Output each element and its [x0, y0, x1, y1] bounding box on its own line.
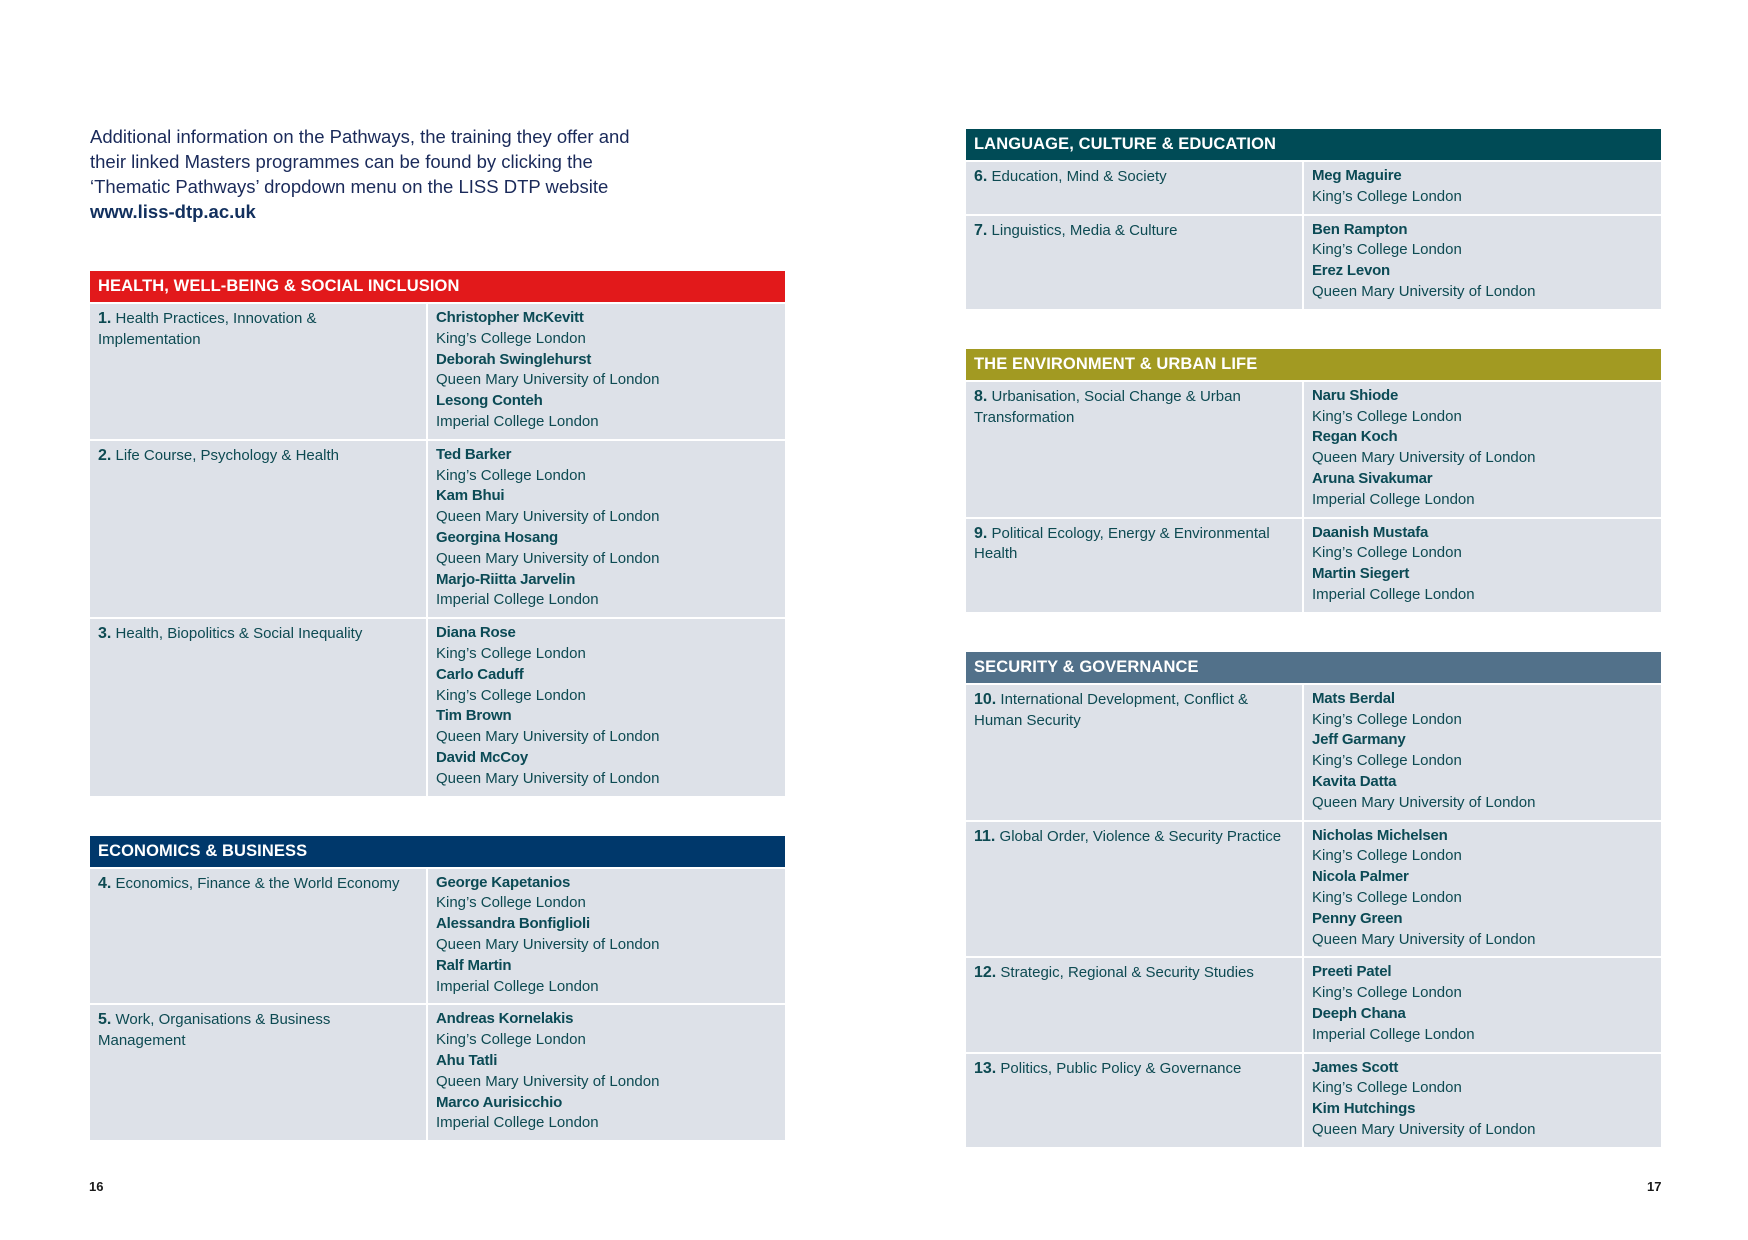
- pathway-row: [90, 1003, 785, 1140]
- contact-institution: Queen Mary University of London: [436, 728, 660, 746]
- contact-name: Ralf Martin: [436, 956, 512, 974]
- pathway-row: [966, 1052, 1661, 1147]
- contact-institution: Imperial College London: [1312, 490, 1475, 508]
- contact-name: Carlo Caduff: [436, 665, 524, 683]
- pathway-number: 1.: [98, 310, 112, 327]
- pathway-row: [90, 302, 785, 439]
- contact-institution: Queen Mary University of London: [436, 371, 660, 389]
- pathway-number: 3.: [98, 625, 112, 643]
- pathway-contacts-cell: [1304, 958, 1661, 1051]
- contact-institution: Imperial College London: [436, 977, 599, 995]
- pathway-title: Work, Organisations & Business Management: [98, 1011, 331, 1050]
- pathway-title-cell: [966, 685, 1302, 820]
- pathway-contacts-cell: [1304, 685, 1661, 820]
- contact-name: Deborah Swinglehurst: [436, 350, 592, 368]
- right-sections: [966, 129, 1661, 1147]
- pathway-title: Education, Mind & Society: [991, 168, 1167, 185]
- contact-institution: Queen Mary University of London: [436, 1072, 660, 1090]
- contact-institution: King’s College London: [436, 1031, 586, 1049]
- pathway-number: 12.: [974, 964, 997, 982]
- contact-name: Alessandra Bonfiglioli: [436, 915, 590, 933]
- contact-institution: King’s College London: [1312, 187, 1462, 205]
- pathway-title-cell: [90, 441, 426, 617]
- pathway-title-cell: [90, 1005, 426, 1140]
- contact-institution: King’s College London: [1312, 752, 1462, 770]
- contact-name: Ted Barker: [436, 445, 512, 463]
- contact-institution: Imperial College London: [436, 591, 599, 609]
- pathway-title: Strategic, Regional & Security Studies: [1000, 964, 1254, 982]
- contact-institution: King’s College London: [436, 686, 586, 704]
- pathway-number: 4.: [98, 874, 112, 892]
- contact-institution: Imperial College London: [1312, 1025, 1475, 1043]
- contact-institution: Queen Mary University of London: [1312, 930, 1536, 948]
- pathway-title: Linguistics, Media & Culture: [991, 221, 1178, 239]
- pathway-title-cell: [966, 822, 1302, 957]
- contact-name: Christopher McKevitt: [436, 309, 584, 326]
- contact-institution: King’s College London: [1312, 888, 1462, 906]
- contact-institution: Queen Mary University of London: [1312, 793, 1536, 811]
- pathway-contacts-cell: [1304, 519, 1661, 612]
- pathway-title: Life Course, Psychology & Health: [115, 446, 339, 464]
- contact-name: George Kapetanios: [436, 873, 571, 891]
- section-header: HEALTH, WELL-BEING & SOCIAL INCLUSION: [90, 271, 785, 302]
- pathway-title-cell: [966, 382, 1302, 517]
- contact-name: Nicola Palmer: [1312, 868, 1409, 886]
- pathway-contacts-cell: [428, 869, 785, 1004]
- contact-name: Deeph Chana: [1312, 1004, 1406, 1022]
- pathway-contacts-cell: [428, 441, 785, 617]
- contact-name: Kam Bhui: [436, 487, 505, 505]
- contact-institution: King’s College London: [1312, 847, 1462, 865]
- pathway-title-cell: [966, 519, 1302, 612]
- pathway-number: 10.: [974, 690, 997, 708]
- contact-name: Lesong Conteh: [436, 392, 543, 410]
- contact-name: Andreas Kornelakis: [436, 1010, 574, 1028]
- contact-name: Jeff Garmany: [1312, 731, 1406, 749]
- contact-institution: King’s College London: [436, 329, 586, 347]
- pathway-title: International Development, Conflict & Human Security: [974, 690, 1249, 729]
- contact-institution: Imperial College London: [436, 1114, 599, 1132]
- pathway-section: [90, 836, 785, 1141]
- pathway-number: 9.: [974, 524, 988, 542]
- pathway-section: [966, 129, 1661, 309]
- contact-name: Naru Shiode: [1312, 386, 1399, 404]
- pathway-number: 5.: [98, 1011, 112, 1029]
- pathway-number: 7.: [974, 221, 988, 239]
- contact-institution: Queen Mary University of London: [436, 935, 660, 953]
- contact-institution: King’s College London: [1312, 710, 1462, 728]
- pathway-contacts-cell: [1304, 382, 1661, 517]
- pathway-title-cell: [966, 1054, 1302, 1147]
- section-header: LANGUAGE, CULTURE & EDUCATION: [966, 129, 1661, 160]
- pathway-contacts-cell: [1304, 162, 1661, 214]
- contact-name: Erez Levon: [1312, 262, 1391, 280]
- pathway-title: Health, Biopolitics & Social Inequality: [115, 625, 363, 643]
- contact-name: David McCoy: [436, 748, 528, 766]
- pathway-row: [90, 439, 785, 617]
- contact-name: Kavita Datta: [1312, 772, 1397, 790]
- contact-institution: Queen Mary University of London: [436, 549, 660, 567]
- pathway-section: [966, 349, 1661, 612]
- pathway-number: 13.: [974, 1059, 997, 1077]
- pathway-number: 6.: [974, 168, 988, 185]
- pathway-title: Health Practices, Innovation & Implementation: [98, 310, 317, 348]
- pathway-row: [966, 820, 1661, 957]
- contact-name: Meg Maguire: [1312, 167, 1402, 184]
- contact-institution: King’s College London: [1312, 1079, 1462, 1097]
- pathway-row: [966, 683, 1661, 820]
- pathway-section: [90, 271, 785, 796]
- pathway-title-cell: [90, 304, 426, 439]
- pathway-title: Politics, Public Policy & Governance: [1000, 1059, 1242, 1077]
- page-number-right: 17: [1647, 1179, 1662, 1194]
- contact-name: Tim Brown: [436, 707, 512, 725]
- pathway-contacts-cell: [428, 619, 785, 795]
- pathway-number: 2.: [98, 446, 112, 464]
- pathway-contacts-cell: [1304, 216, 1661, 309]
- pathway-contacts-cell: [1304, 822, 1661, 957]
- contact-institution: Imperial College London: [436, 412, 599, 430]
- intro-paragraph: [90, 124, 650, 224]
- pathway-row: [90, 617, 785, 795]
- contact-institution: Queen Mary University of London: [1312, 282, 1536, 300]
- contact-institution: King’s College London: [1312, 544, 1462, 562]
- section-header: THE ENVIRONMENT & URBAN LIFE: [966, 349, 1661, 380]
- page-number-left: 16: [89, 1179, 104, 1194]
- section-header: ECONOMICS & BUSINESS: [90, 836, 785, 867]
- contact-name: Marco Aurisicchio: [436, 1093, 563, 1111]
- pathway-row: [966, 956, 1661, 1051]
- pathway-title: Urbanisation, Social Change & Urban Transformation: [974, 387, 1241, 426]
- contact-name: Daanish Mustafa: [1312, 523, 1429, 541]
- website-link[interactable]: www.liss-dtp.ac.uk: [90, 201, 256, 222]
- left-sections: [90, 271, 785, 1140]
- contact-name: Georgina Hosang: [436, 528, 559, 546]
- pathway-contacts-cell: [1304, 1054, 1661, 1147]
- contact-institution: Imperial College London: [1312, 585, 1475, 603]
- contact-institution: King’s College London: [1312, 407, 1462, 425]
- pathway-section: [966, 652, 1661, 1147]
- right-page: [966, 129, 1661, 1187]
- pathway-row: [90, 867, 785, 1004]
- contact-name: Ben Rampton: [1312, 220, 1408, 238]
- contact-institution: Queen Mary University of London: [436, 769, 660, 787]
- pathway-number: 11.: [974, 827, 996, 845]
- contact-name: Aruna Sivakumar: [1312, 469, 1433, 487]
- contact-name: Regan Koch: [1312, 428, 1398, 446]
- contact-institution: King’s College London: [436, 894, 586, 912]
- pathway-row: [966, 380, 1661, 517]
- contact-institution: King’s College London: [436, 466, 586, 484]
- pathway-contacts-cell: [428, 304, 785, 439]
- pathway-title-cell: [90, 869, 426, 1004]
- contact-name: Martin Siegert: [1312, 565, 1410, 583]
- contact-name: Penny Green: [1312, 909, 1403, 927]
- pathway-contacts-cell: [428, 1005, 785, 1140]
- contact-institution: Queen Mary University of London: [1312, 449, 1536, 467]
- pathway-row: [966, 160, 1661, 214]
- contact-institution: Queen Mary University of London: [436, 508, 660, 526]
- pathway-row: [966, 517, 1661, 612]
- contact-name: James Scott: [1312, 1058, 1399, 1076]
- pathway-title-cell: [966, 958, 1302, 1051]
- pathway-title-cell: [90, 619, 426, 795]
- contact-name: Mats Berdal: [1312, 689, 1395, 707]
- intro-text: Additional information on the Pathways, the training they offer and their linked Masters programmes can be found by clicking the ‘Thematic Pathways’ dropdown menu on the LISS DTP website: [90, 126, 630, 197]
- contact-institution: King’s College London: [1312, 241, 1462, 259]
- pathway-title-cell: [966, 216, 1302, 309]
- section-header: SECURITY & GOVERNANCE: [966, 652, 1661, 683]
- contact-name: Nicholas Michelsen: [1312, 826, 1448, 844]
- contact-institution: Queen Mary University of London: [1312, 1120, 1536, 1138]
- contact-name: Preeti Patel: [1312, 963, 1392, 981]
- pathway-number: 8.: [974, 387, 988, 405]
- contact-name: Diana Rose: [436, 624, 516, 642]
- contact-name: Ahu Tatli: [436, 1051, 498, 1069]
- pathway-title: Economics, Finance & the World Economy: [115, 874, 400, 892]
- pathway-title: Global Order, Violence & Security Practice: [999, 827, 1282, 845]
- contact-name: Kim Hutchings: [1312, 1100, 1416, 1118]
- contact-name: Marjo-Riitta Jarvelin: [436, 570, 576, 588]
- contact-institution: King’s College London: [436, 644, 586, 662]
- left-page: [90, 124, 785, 1180]
- contact-institution: King’s College London: [1312, 984, 1462, 1002]
- pathway-title: Political Ecology, Energy & Environmental Health: [974, 524, 1270, 563]
- pathway-title-cell: [966, 162, 1302, 214]
- pathway-row: [966, 214, 1661, 309]
